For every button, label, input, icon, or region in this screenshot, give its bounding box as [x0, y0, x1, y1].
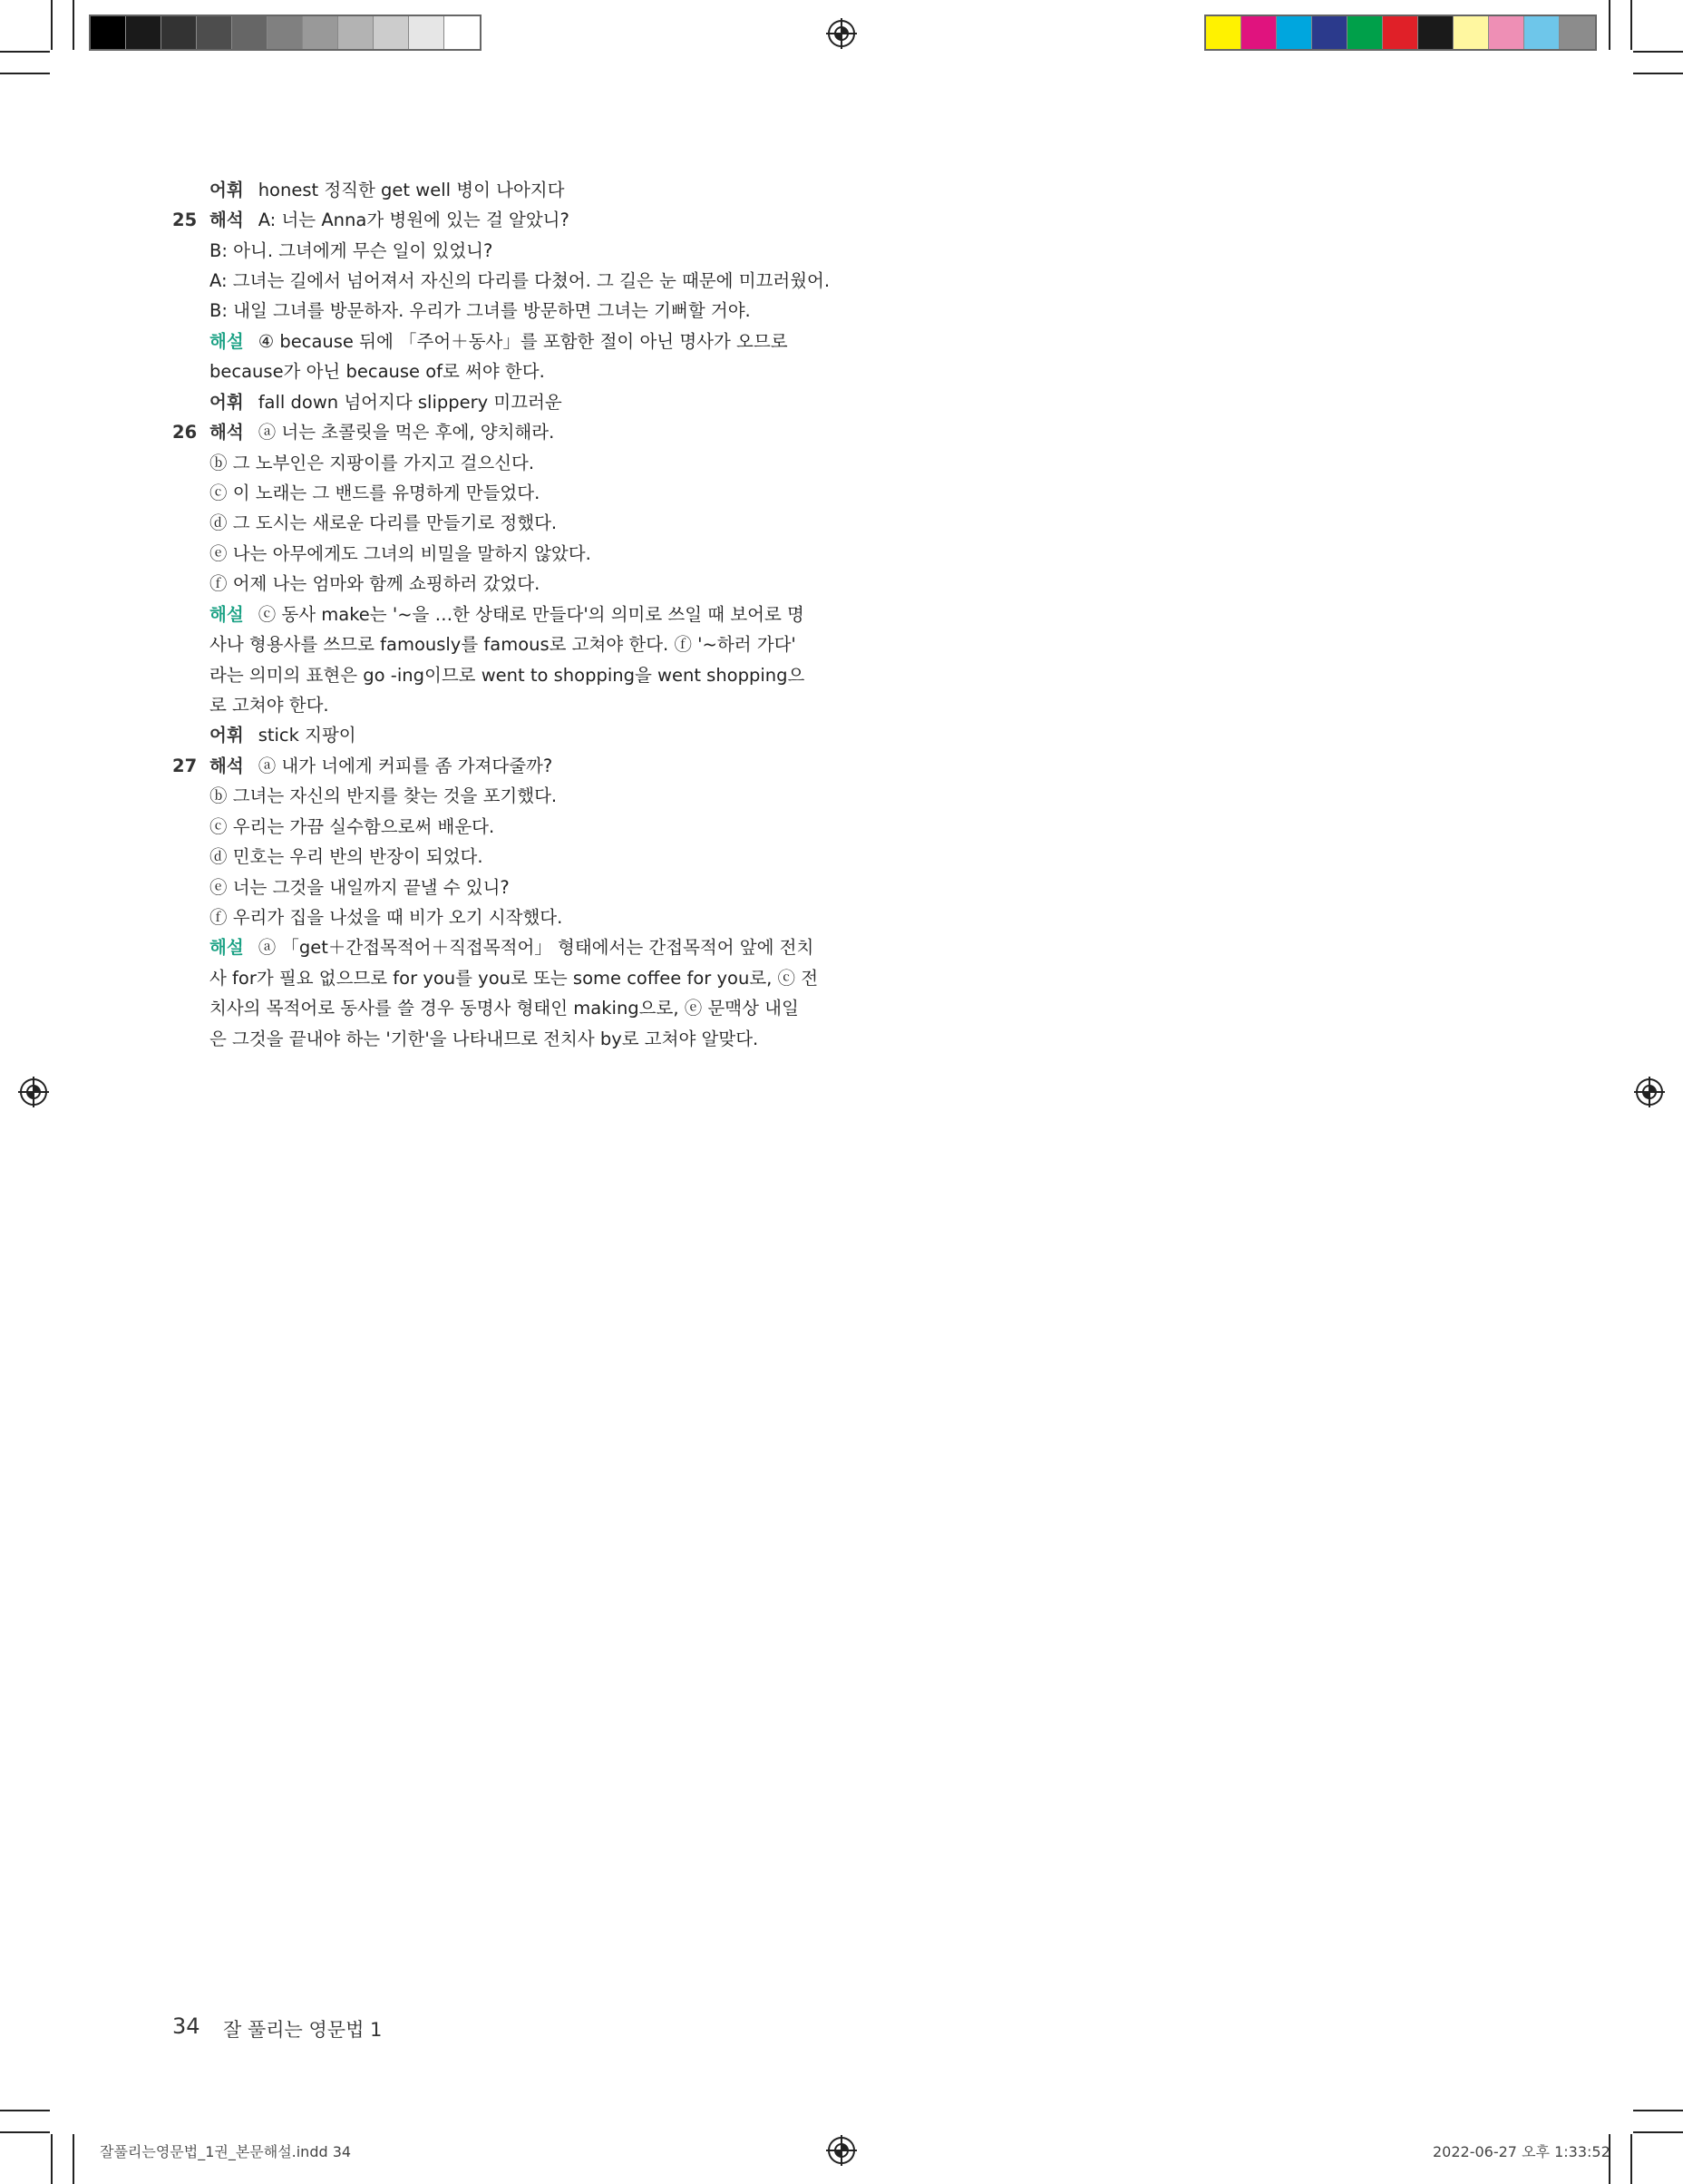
- explanation-line: 사나 형용사를 쓰므로 famously를 famous로 고쳐야 한다. ⓕ '~하러 가다': [209, 634, 796, 655]
- color-swatch: [161, 16, 197, 49]
- translation-line: [209, 417, 785, 448]
- vocab-label: 어휘: [209, 180, 244, 200]
- question-number: 27: [172, 756, 198, 776]
- vocab-label: 어휘: [209, 725, 244, 746]
- color-swatch: [1206, 16, 1241, 49]
- translation-line: ⓓ 그 도시는 새로운 다리를 만들기로 정했다.: [209, 512, 558, 533]
- crop-mark: [0, 2110, 50, 2111]
- crop-mark: [0, 2131, 50, 2133]
- explanation-line: [209, 327, 788, 357]
- registration-mark-icon: [826, 18, 857, 49]
- process-color-bar: [1204, 15, 1597, 51]
- crop-mark: [51, 0, 53, 50]
- color-swatch: [1347, 16, 1383, 49]
- color-swatch: [409, 16, 444, 49]
- book-title: 잘 풀리는 영문법 1: [223, 2019, 383, 2041]
- color-swatch: [1454, 16, 1489, 49]
- color-swatch: [197, 16, 232, 49]
- color-swatch: [1418, 16, 1454, 49]
- translation-line: ⓔ 너는 그것을 내일까지 끝낼 수 있니?: [209, 877, 510, 898]
- color-swatch: [1241, 16, 1277, 49]
- color-swatch: [1560, 16, 1595, 49]
- explanation-line: 치사의 목적어로 동사를 쓸 경우 동명사 형태인 making으로, ⓔ 문맥상 내일: [209, 998, 799, 1019]
- translation-text: ⓐ 내가 너에게 커피를 좀 가져다줄까?: [258, 756, 553, 776]
- explanation-label: 해설: [209, 331, 244, 352]
- color-swatch: [126, 16, 161, 49]
- crop-mark: [73, 2134, 74, 2184]
- translation-line: A: 그녀는 길에서 넘어져서 자신의 다리를 다쳤어. 그 길은 눈 때문에 미끄러웠어.: [209, 270, 831, 291]
- explanation-text: ④ because 뒤에 「주어＋동사」를 포함한 절이 아닌 명사가 오므로: [258, 331, 788, 352]
- slug-timestamp: 2022-06-27 오후 1:33:52: [1433, 2143, 1610, 2160]
- vocab-line: [209, 175, 785, 206]
- color-swatch: [1383, 16, 1418, 49]
- explanation-line: 사 for가 필요 없으므로 for you를 you로 또는 some coffee for you로, ⓒ 전: [209, 968, 819, 989]
- question-number: 26: [172, 422, 198, 443]
- color-swatch: [1277, 16, 1312, 49]
- crop-mark: [1633, 2110, 1683, 2111]
- translation-line: ⓕ 어제 나는 엄마와 함께 쇼핑하러 갔었다.: [209, 573, 540, 594]
- explanation-label: 해설: [209, 604, 244, 625]
- explanation-line: 라는 의미의 표현은 go -ing이므로 went to shopping을 went shopping으: [209, 665, 805, 686]
- translation-label: 해석: [209, 210, 244, 230]
- color-swatch: [1312, 16, 1347, 49]
- question-number: 25: [172, 210, 198, 230]
- translation-line: ⓒ 이 노래는 그 밴드를 유명하게 만들었다.: [209, 483, 540, 503]
- crop-mark: [51, 2134, 53, 2184]
- explanation-line: 은 그것을 끝내야 하는 '기한'을 나타내므로 전치사 by로 고쳐야 알맞다.: [209, 1029, 759, 1049]
- translation-line: ⓑ 그 노부인은 지팡이를 가지고 걸으신다.: [209, 453, 535, 473]
- vocab-line: [209, 387, 785, 418]
- explanation-line: 로 고쳐야 한다.: [209, 695, 329, 716]
- crop-mark: [0, 51, 50, 53]
- color-swatch: [338, 16, 374, 49]
- page-number: 34: [172, 2013, 200, 2039]
- color-swatch: [374, 16, 409, 49]
- explanation-text: ⓒ 동사 make는 '~을 …한 상태로 만들다'의 의미로 쓰일 때 보어로 명: [258, 604, 804, 625]
- color-swatch: [91, 16, 126, 49]
- slug-filename: 잘풀리는영문법_1권_본문해설.indd 34: [100, 2143, 352, 2160]
- crop-mark: [0, 73, 50, 74]
- translation-line: ⓓ 민호는 우리 반의 반장이 되었다.: [209, 846, 483, 867]
- color-swatch: [1489, 16, 1524, 49]
- translation-text: A: 너는 Anna가 병원에 있는 걸 알았니?: [258, 210, 569, 230]
- translation-line: B: 내일 그녀를 방문하자. 우리가 그녀를 방문하면 그녀는 기뻐할 거야.: [209, 300, 751, 321]
- color-swatch: [303, 16, 338, 49]
- color-swatch: [1524, 16, 1560, 49]
- registration-mark-icon: [18, 1077, 49, 1107]
- registration-mark-icon: [826, 2135, 857, 2166]
- crop-mark: [73, 0, 74, 50]
- explanation-text: ⓐ 「get＋간접목적어＋직접목적어」 형태에서는 간접목적어 앞에 전치: [258, 937, 814, 958]
- vocab-label: 어휘: [209, 392, 244, 413]
- color-swatch: [444, 16, 480, 49]
- color-swatch: [232, 16, 268, 49]
- translation-line: [209, 751, 785, 782]
- crop-mark: [1633, 73, 1683, 74]
- vocab-text: stick 지팡이: [258, 725, 356, 746]
- vocab-line: [209, 720, 785, 751]
- translation-label: 해석: [209, 422, 244, 443]
- explanation-line: because가 아닌 because of로 써야 한다.: [209, 361, 545, 382]
- crop-mark: [1630, 2134, 1632, 2184]
- explanation-line: [209, 600, 804, 630]
- color-swatch: [268, 16, 303, 49]
- crop-mark: [1633, 2131, 1683, 2133]
- translation-line: [209, 205, 785, 236]
- translation-line: ⓕ 우리가 집을 나섰을 때 비가 오기 시작했다.: [209, 907, 563, 928]
- grayscale-color-bar: [89, 15, 482, 51]
- registration-mark-icon: [1634, 1077, 1665, 1107]
- vocab-text: honest 정직한 get well 병이 나아지다: [258, 180, 565, 200]
- explanation-label: 해설: [209, 937, 244, 958]
- crop-mark: [1630, 0, 1632, 50]
- translation-line: ⓒ 우리는 가끔 실수함으로써 배운다.: [209, 816, 495, 837]
- translation-line: B: 아니. 그녀에게 무슨 일이 있었니?: [209, 240, 493, 261]
- translation-text: ⓐ 너는 초콜릿을 먹은 후에, 양치해라.: [258, 422, 555, 443]
- crop-mark: [1609, 0, 1610, 50]
- crop-mark: [1633, 51, 1683, 53]
- translation-line: ⓑ 그녀는 자신의 반지를 찾는 것을 포기했다.: [209, 785, 558, 806]
- vocab-text: fall down 넘어지다 slippery 미끄러운: [258, 392, 562, 413]
- translation-line: ⓔ 나는 아무에게도 그녀의 비밀을 말하지 않았다.: [209, 543, 591, 564]
- explanation-line: [209, 932, 814, 963]
- translation-label: 해석: [209, 756, 244, 776]
